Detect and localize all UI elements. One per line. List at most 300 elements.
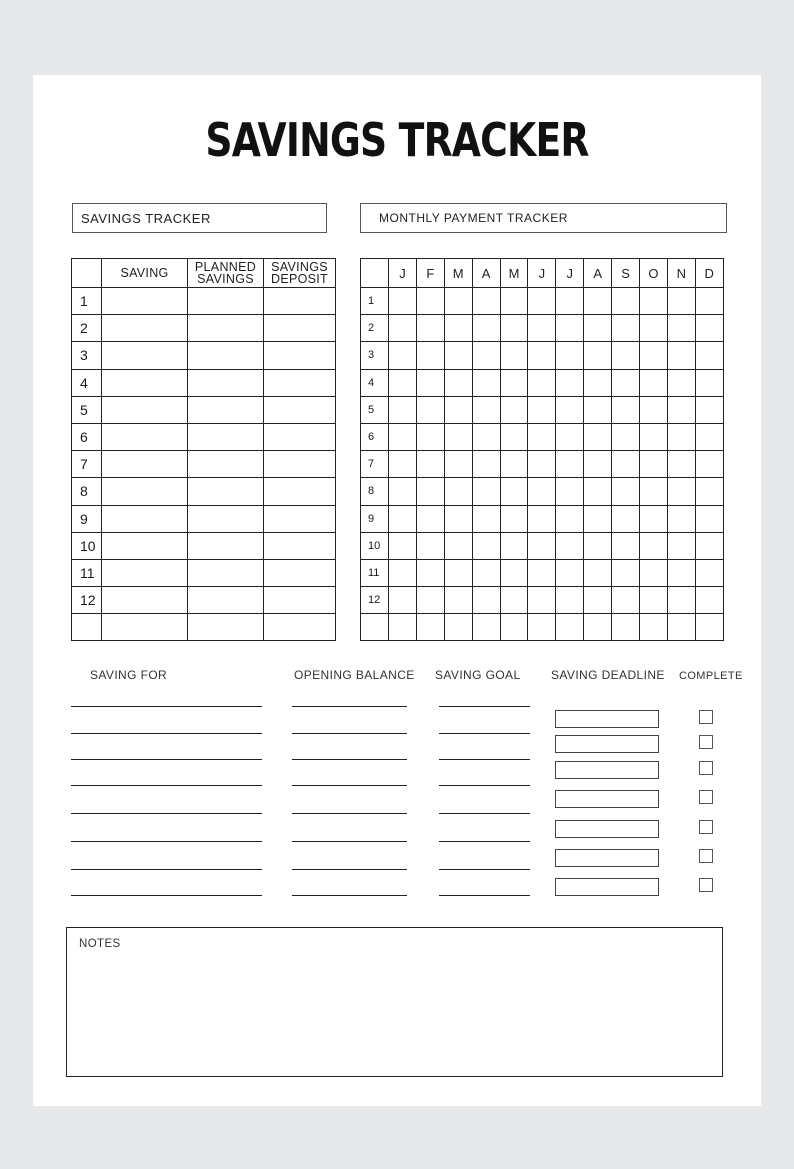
month-payment-cell[interactable] (472, 587, 500, 614)
month-payment-cell[interactable] (667, 478, 695, 505)
opening-balance-line[interactable] (292, 706, 407, 707)
month-payment-cell[interactable] (389, 369, 417, 396)
month-payment-cell[interactable] (556, 423, 584, 450)
saving-deadline-field[interactable] (555, 820, 659, 838)
month-payment-cell[interactable] (556, 478, 584, 505)
savings-row-number: 8 (72, 478, 102, 505)
month-payment-cell[interactable] (667, 587, 695, 614)
planned-savings-cell[interactable] (188, 342, 264, 369)
month-payment-cell[interactable] (500, 396, 528, 423)
savings-row (72, 396, 336, 423)
savings-row-number (72, 614, 102, 641)
month-payment-cell[interactable] (612, 478, 640, 505)
opening-balance-line[interactable] (292, 813, 407, 814)
month-payment-cell[interactable] (612, 559, 640, 586)
planned-savings-cell[interactable] (188, 315, 264, 342)
saving-for-line[interactable] (71, 841, 262, 842)
planned-savings-cell[interactable] (188, 587, 264, 614)
savings-deposit-cell[interactable] (264, 614, 336, 641)
month-payment-cell[interactable] (667, 423, 695, 450)
month-payment-cell[interactable] (416, 342, 444, 369)
saving-goal-line[interactable] (439, 869, 530, 870)
saving-cell[interactable] (102, 423, 188, 450)
month-payment-cell[interactable] (612, 315, 640, 342)
month-payment-cell[interactable] (556, 342, 584, 369)
month-payment-cell[interactable] (640, 396, 668, 423)
planned-savings-cell[interactable] (188, 614, 264, 641)
month-payment-cell[interactable] (584, 369, 612, 396)
saving-deadline-field[interactable] (555, 878, 659, 896)
savings-deposit-header (264, 259, 336, 288)
month-payment-cell[interactable] (500, 342, 528, 369)
month-header: S (612, 259, 640, 288)
opening-balance-header: OPENING BALANCE (294, 668, 415, 682)
complete-checkbox[interactable] (699, 878, 713, 892)
planned-savings-cell[interactable] (188, 451, 264, 478)
savings-deposit-cell[interactable] (264, 587, 336, 614)
month-payment-cell[interactable] (528, 532, 556, 559)
saving-goal-line[interactable] (439, 813, 530, 814)
month-payment-cell[interactable] (444, 315, 472, 342)
opening-balance-line[interactable] (292, 869, 407, 870)
month-payment-cell[interactable] (528, 315, 556, 342)
monthly-row-number: 12 (361, 587, 389, 614)
savings-deposit-cell[interactable] (264, 288, 336, 315)
month-payment-cell[interactable] (556, 451, 584, 478)
month-payment-cell[interactable] (416, 423, 444, 450)
month-payment-cell[interactable] (640, 559, 668, 586)
month-payment-cell[interactable] (640, 478, 668, 505)
month-payment-cell[interactable] (389, 505, 417, 532)
monthly-row (361, 587, 724, 614)
planned-savings-cell[interactable] (188, 478, 264, 505)
opening-balance-line[interactable] (292, 785, 407, 786)
month-payment-cell[interactable] (389, 587, 417, 614)
monthly-row-number: 10 (361, 532, 389, 559)
savings-row (72, 315, 336, 342)
planned-savings-cell[interactable] (188, 396, 264, 423)
month-payment-cell[interactable] (667, 288, 695, 315)
savings-deposit-cell[interactable] (264, 451, 336, 478)
month-payment-cell[interactable] (695, 614, 723, 641)
month-payment-cell[interactable] (389, 478, 417, 505)
month-payment-cell[interactable] (584, 423, 612, 450)
savings-table (71, 258, 336, 641)
month-payment-cell[interactable] (667, 451, 695, 478)
month-payment-cell[interactable] (584, 532, 612, 559)
month-payment-cell[interactable] (667, 396, 695, 423)
month-payment-cell[interactable] (528, 505, 556, 532)
month-payment-cell[interactable] (528, 342, 556, 369)
month-payment-cell[interactable] (416, 505, 444, 532)
month-payment-cell[interactable] (528, 451, 556, 478)
month-payment-cell[interactable] (416, 614, 444, 641)
month-payment-cell[interactable] (640, 423, 668, 450)
month-header: F (416, 259, 444, 288)
monthly-row (361, 288, 724, 315)
savings-row (72, 559, 336, 586)
month-payment-cell[interactable] (612, 587, 640, 614)
monthly-row-number: 6 (361, 423, 389, 450)
month-payment-cell[interactable] (444, 342, 472, 369)
month-payment-cell[interactable] (389, 315, 417, 342)
monthly-row (361, 423, 724, 450)
month-payment-cell[interactable] (640, 369, 668, 396)
month-payment-cell[interactable] (612, 288, 640, 315)
savings-row-number: 1 (72, 288, 102, 315)
month-payment-cell[interactable] (444, 532, 472, 559)
month-payment-cell[interactable] (528, 559, 556, 586)
monthly-row-number: 11 (361, 559, 389, 586)
month-payment-cell[interactable] (584, 315, 612, 342)
planned-header-line1: PLANNED (194, 260, 257, 274)
month-payment-cell[interactable] (584, 587, 612, 614)
month-payment-cell[interactable] (472, 505, 500, 532)
month-header: M (500, 259, 528, 288)
month-payment-cell[interactable] (667, 532, 695, 559)
savings-row-number: 6 (72, 423, 102, 450)
month-payment-cell[interactable] (416, 478, 444, 505)
month-payment-cell[interactable] (444, 423, 472, 450)
month-payment-cell[interactable] (640, 505, 668, 532)
saving-deadline-field[interactable] (555, 735, 659, 753)
monthly-row (361, 369, 724, 396)
month-payment-cell[interactable] (695, 451, 723, 478)
month-payment-cell[interactable] (472, 315, 500, 342)
savings-row-number: 10 (72, 532, 102, 559)
month-payment-cell[interactable] (556, 532, 584, 559)
savings-deposit-cell[interactable] (264, 505, 336, 532)
savings-deposit-cell[interactable] (264, 559, 336, 586)
monthly-payment-tracker-label: MONTHLY PAYMENT TRACKER (360, 203, 727, 233)
monthly-row-number: 8 (361, 478, 389, 505)
month-payment-cell[interactable] (500, 369, 528, 396)
savings-deposit-cell[interactable] (264, 532, 336, 559)
month-payment-cell[interactable] (695, 288, 723, 315)
saving-cell[interactable] (102, 451, 188, 478)
month-payment-cell[interactable] (472, 288, 500, 315)
month-payment-cell[interactable] (695, 369, 723, 396)
month-payment-cell[interactable] (556, 505, 584, 532)
month-payment-cell[interactable] (556, 315, 584, 342)
month-payment-cell[interactable] (528, 423, 556, 450)
month-payment-cell[interactable] (500, 423, 528, 450)
month-header: J (528, 259, 556, 288)
month-payment-cell[interactable] (444, 478, 472, 505)
month-payment-cell[interactable] (389, 532, 417, 559)
saving-cell[interactable] (102, 315, 188, 342)
month-payment-cell[interactable] (389, 423, 417, 450)
monthly-row-number (361, 614, 389, 641)
saving-goal-line[interactable] (439, 759, 530, 760)
month-payment-cell[interactable] (472, 369, 500, 396)
savings-deposit-cell[interactable] (264, 478, 336, 505)
saving-for-line[interactable] (71, 869, 262, 870)
monthly-row (361, 559, 724, 586)
saving-cell[interactable] (102, 369, 188, 396)
month-payment-cell[interactable] (416, 315, 444, 342)
month-payment-cell[interactable] (612, 505, 640, 532)
month-payment-cell[interactable] (444, 559, 472, 586)
monthly-row (361, 532, 724, 559)
opening-balance-line[interactable] (292, 733, 407, 734)
month-payment-cell[interactable] (416, 288, 444, 315)
savings-row (72, 423, 336, 450)
saving-cell[interactable] (102, 342, 188, 369)
month-payment-cell[interactable] (640, 288, 668, 315)
month-payment-cell[interactable] (584, 614, 612, 641)
saving-for-line[interactable] (71, 785, 262, 786)
planned-savings-cell[interactable] (188, 423, 264, 450)
complete-checkbox[interactable] (699, 735, 713, 749)
month-payment-cell[interactable] (695, 315, 723, 342)
tracker-sheet (33, 75, 761, 1106)
month-payment-cell[interactable] (528, 614, 556, 641)
saving-goal-line[interactable] (439, 785, 530, 786)
notes-box[interactable] (66, 927, 723, 1077)
opening-balance-line[interactable] (292, 759, 407, 760)
monthly-row (361, 396, 724, 423)
month-payment-cell[interactable] (389, 342, 417, 369)
month-payment-cell[interactable] (612, 451, 640, 478)
month-payment-cell[interactable] (500, 315, 528, 342)
month-header: A (584, 259, 612, 288)
month-payment-cell[interactable] (472, 478, 500, 505)
month-payment-cell[interactable] (500, 451, 528, 478)
month-payment-cell[interactable] (612, 342, 640, 369)
month-payment-cell[interactable] (389, 614, 417, 641)
savings-deposit-cell[interactable] (264, 396, 336, 423)
saving-cell[interactable] (102, 288, 188, 315)
monthly-row-number: 2 (361, 315, 389, 342)
month-payment-cell[interactable] (584, 451, 612, 478)
planned-header-line2: SAVINGS (197, 272, 254, 286)
planned-savings-cell[interactable] (188, 532, 264, 559)
month-payment-cell[interactable] (640, 315, 668, 342)
month-payment-cell[interactable] (695, 559, 723, 586)
month-payment-cell[interactable] (389, 288, 417, 315)
saving-cell[interactable] (102, 396, 188, 423)
month-payment-cell[interactable] (667, 559, 695, 586)
month-payment-cell[interactable] (528, 396, 556, 423)
complete-checkbox[interactable] (699, 849, 713, 863)
savings-row-number: 12 (72, 587, 102, 614)
notes-label: NOTES (79, 938, 121, 950)
month-payment-cell[interactable] (528, 478, 556, 505)
savings-row (72, 505, 336, 532)
planned-savings-cell[interactable] (188, 369, 264, 396)
month-payment-cell[interactable] (584, 559, 612, 586)
month-payment-cell[interactable] (695, 478, 723, 505)
month-payment-cell[interactable] (416, 451, 444, 478)
opening-balance-line[interactable] (292, 841, 407, 842)
month-payment-cell[interactable] (640, 587, 668, 614)
saving-goal-line[interactable] (439, 841, 530, 842)
month-payment-cell[interactable] (528, 288, 556, 315)
month-payment-cell[interactable] (695, 532, 723, 559)
saving-for-line[interactable] (71, 895, 262, 896)
month-payment-cell[interactable] (584, 396, 612, 423)
month-payment-cell[interactable] (416, 532, 444, 559)
month-payment-cell[interactable] (612, 396, 640, 423)
savings-row (72, 288, 336, 315)
monthly-payment-table (360, 258, 724, 641)
savings-row-number: 9 (72, 505, 102, 532)
month-payment-cell[interactable] (640, 614, 668, 641)
month-payment-cell[interactable] (612, 532, 640, 559)
month-payment-cell[interactable] (640, 342, 668, 369)
month-payment-cell[interactable] (556, 396, 584, 423)
savings-tracker-label: SAVINGS TRACKER (72, 203, 327, 233)
savings-row-number: 7 (72, 451, 102, 478)
month-payment-cell[interactable] (472, 614, 500, 641)
monthly-row (361, 478, 724, 505)
month-payment-cell[interactable] (695, 342, 723, 369)
month-payment-cell[interactable] (556, 288, 584, 315)
month-payment-cell[interactable] (667, 505, 695, 532)
month-payment-cell[interactable] (444, 369, 472, 396)
month-payment-cell[interactable] (667, 369, 695, 396)
month-payment-cell[interactable] (472, 423, 500, 450)
savings-row (72, 451, 336, 478)
deposit-header-line2: DEPOSIT (271, 272, 328, 286)
monthly-row (361, 614, 724, 641)
month-payment-cell[interactable] (389, 559, 417, 586)
saving-for-line[interactable] (71, 759, 262, 760)
saving-for-line[interactable] (71, 706, 262, 707)
saving-cell[interactable] (102, 478, 188, 505)
savings-table-corner (72, 259, 102, 288)
month-payment-cell[interactable] (389, 451, 417, 478)
saving-deadline-field[interactable] (555, 849, 659, 867)
complete-checkbox[interactable] (699, 761, 713, 775)
month-payment-cell[interactable] (612, 614, 640, 641)
month-payment-cell[interactable] (472, 559, 500, 586)
opening-balance-line[interactable] (292, 895, 407, 896)
savings-deposit-cell[interactable] (264, 369, 336, 396)
month-payment-cell[interactable] (584, 342, 612, 369)
month-payment-cell[interactable] (472, 342, 500, 369)
month-payment-cell[interactable] (444, 396, 472, 423)
month-payment-cell[interactable] (500, 478, 528, 505)
monthly-table-corner (361, 259, 389, 288)
savings-row (72, 614, 336, 641)
saving-deadline-field[interactable] (555, 710, 659, 728)
month-payment-cell[interactable] (640, 451, 668, 478)
monthly-row (361, 315, 724, 342)
saving-cell[interactable] (102, 505, 188, 532)
deposit-header-line1: SAVINGS (271, 260, 328, 274)
month-payment-cell[interactable] (416, 559, 444, 586)
monthly-row-number: 9 (361, 505, 389, 532)
month-payment-cell[interactable] (416, 396, 444, 423)
planned-savings-cell[interactable] (188, 559, 264, 586)
month-payment-cell[interactable] (444, 288, 472, 315)
month-payment-cell[interactable] (472, 396, 500, 423)
saving-for-line[interactable] (71, 733, 262, 734)
savings-row-number: 3 (72, 342, 102, 369)
month-payment-cell[interactable] (667, 342, 695, 369)
month-payment-cell[interactable] (472, 532, 500, 559)
month-payment-cell[interactable] (640, 532, 668, 559)
month-payment-cell[interactable] (416, 369, 444, 396)
complete-checkbox[interactable] (699, 710, 713, 724)
month-payment-cell[interactable] (556, 369, 584, 396)
month-payment-cell[interactable] (584, 288, 612, 315)
month-payment-cell[interactable] (500, 505, 528, 532)
month-payment-cell[interactable] (500, 559, 528, 586)
savings-row-number: 4 (72, 369, 102, 396)
month-payment-cell[interactable] (695, 505, 723, 532)
month-payment-cell[interactable] (695, 587, 723, 614)
month-payment-cell[interactable] (444, 451, 472, 478)
month-payment-cell[interactable] (500, 587, 528, 614)
saving-cell[interactable] (102, 532, 188, 559)
complete-checkbox[interactable] (699, 790, 713, 804)
planned-savings-cell[interactable] (188, 288, 264, 315)
month-payment-cell[interactable] (556, 614, 584, 641)
month-payment-cell[interactable] (500, 532, 528, 559)
planned-savings-cell[interactable] (188, 505, 264, 532)
saving-goal-line[interactable] (439, 733, 530, 734)
month-payment-cell[interactable] (389, 396, 417, 423)
month-payment-cell[interactable] (528, 369, 556, 396)
month-payment-cell[interactable] (416, 587, 444, 614)
saving-goal-line[interactable] (439, 895, 530, 896)
month-header: O (640, 259, 668, 288)
saving-cell[interactable] (102, 587, 188, 614)
month-header: M (444, 259, 472, 288)
complete-header: COMPLETE (679, 670, 743, 682)
month-payment-cell[interactable] (444, 614, 472, 641)
saving-for-line[interactable] (71, 813, 262, 814)
saving-cell[interactable] (102, 614, 188, 641)
month-payment-cell[interactable] (667, 315, 695, 342)
saving-goal-line[interactable] (439, 706, 530, 707)
savings-deposit-cell[interactable] (264, 423, 336, 450)
month-payment-cell[interactable] (500, 614, 528, 641)
month-payment-cell[interactable] (444, 587, 472, 614)
savings-deposit-cell[interactable] (264, 342, 336, 369)
monthly-row-number: 4 (361, 369, 389, 396)
month-payment-cell[interactable] (695, 396, 723, 423)
month-payment-cell[interactable] (500, 288, 528, 315)
monthly-row-number: 5 (361, 396, 389, 423)
month-payment-cell[interactable] (612, 369, 640, 396)
month-payment-cell[interactable] (528, 587, 556, 614)
saving-deadline-field[interactable] (555, 790, 659, 808)
month-header: J (389, 259, 417, 288)
month-payment-cell[interactable] (584, 478, 612, 505)
month-payment-cell[interactable] (695, 423, 723, 450)
month-payment-cell[interactable] (444, 505, 472, 532)
month-payment-cell[interactable] (612, 423, 640, 450)
saving-deadline-field[interactable] (555, 761, 659, 779)
month-payment-cell[interactable] (584, 505, 612, 532)
monthly-row (361, 342, 724, 369)
month-payment-cell[interactable] (556, 587, 584, 614)
month-payment-cell[interactable] (472, 451, 500, 478)
saving-cell[interactable] (102, 559, 188, 586)
savings-row (72, 587, 336, 614)
month-header: A (472, 259, 500, 288)
month-payment-cell[interactable] (667, 614, 695, 641)
savings-deposit-cell[interactable] (264, 315, 336, 342)
month-header: J (556, 259, 584, 288)
complete-checkbox[interactable] (699, 820, 713, 834)
month-header: D (695, 259, 723, 288)
month-payment-cell[interactable] (556, 559, 584, 586)
